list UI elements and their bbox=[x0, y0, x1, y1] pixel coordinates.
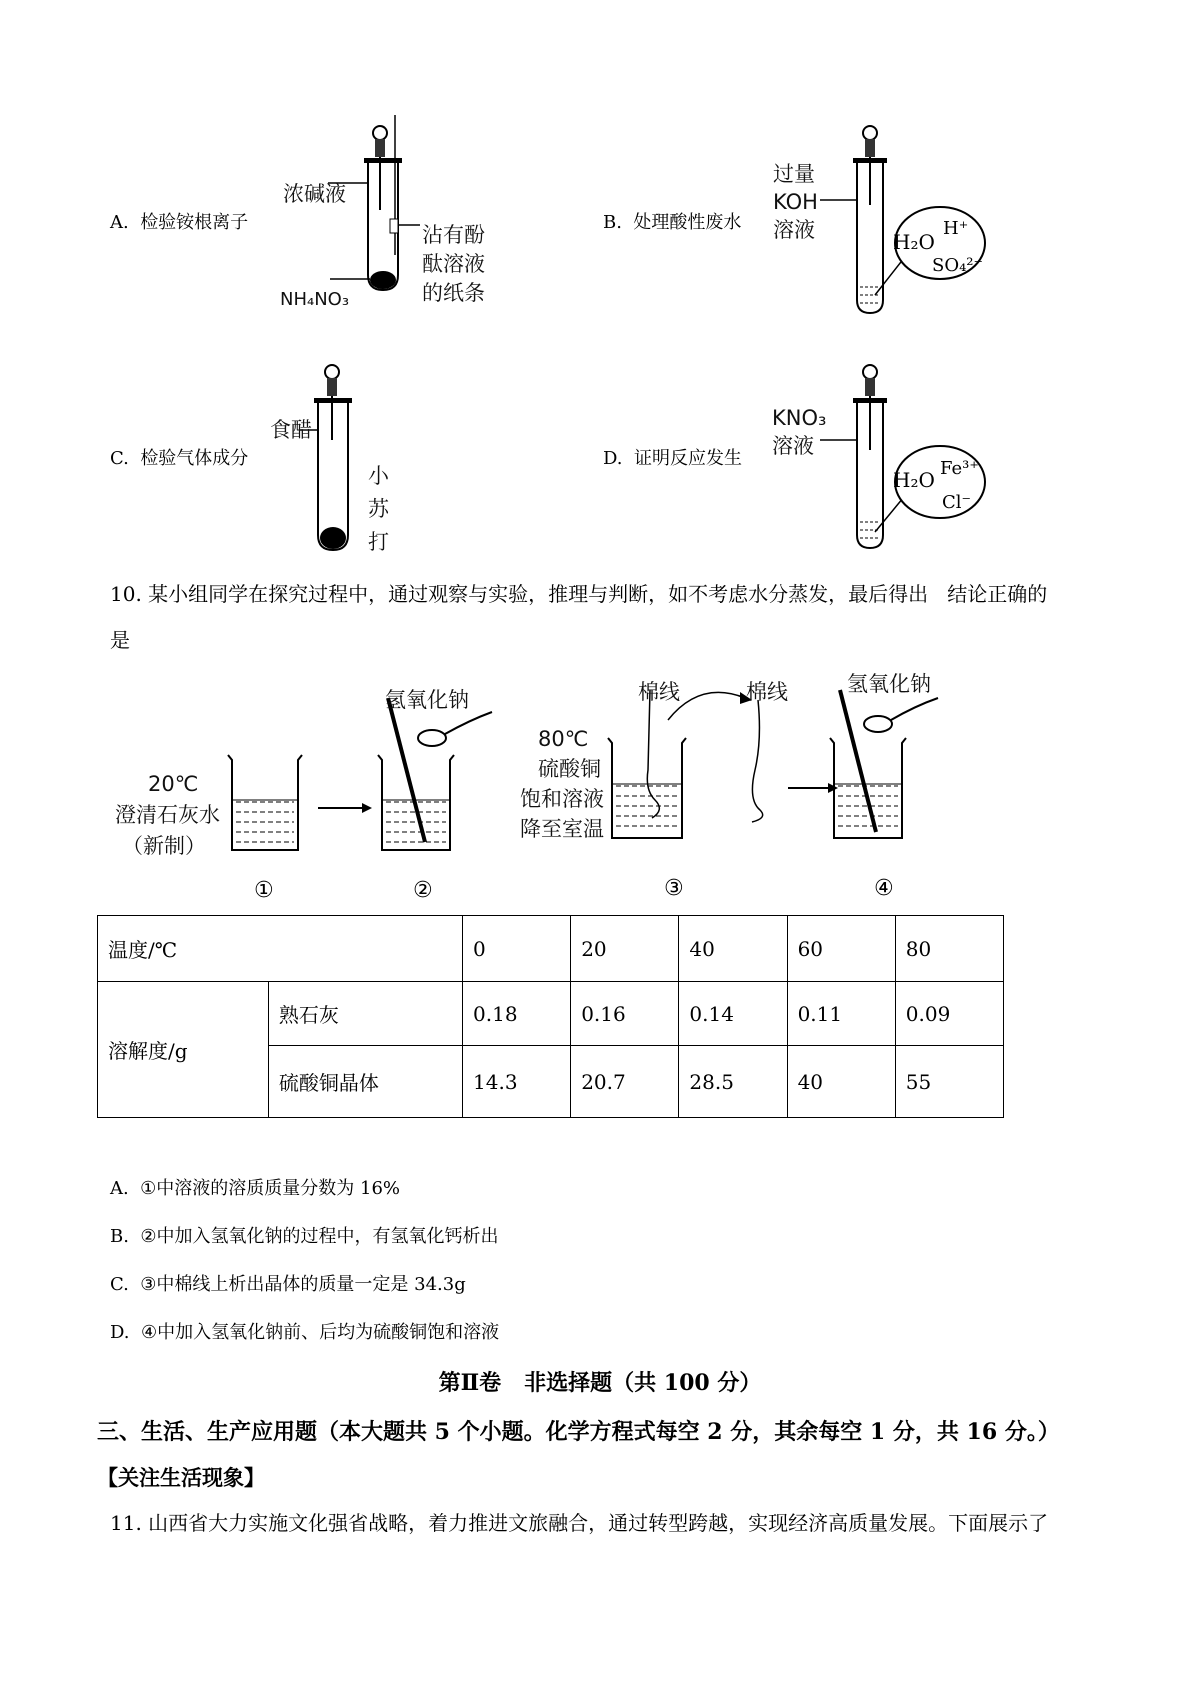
solubility-cell: 0.14 bbox=[679, 982, 787, 1046]
label-d-reagent-1: KNO₃ bbox=[772, 406, 827, 430]
label-cotton-3: 棉线 bbox=[638, 680, 680, 704]
step-mark-1: ① bbox=[254, 878, 274, 903]
label-d-ion2: Cl⁻ bbox=[942, 492, 972, 513]
label-b-ion2: SO₄²⁻ bbox=[932, 255, 984, 276]
option-d-label: D. 证明反应发生 bbox=[603, 448, 742, 469]
label-step3-temp: 80℃ bbox=[538, 727, 589, 751]
label-c-solid-2: 苏 bbox=[368, 497, 389, 521]
label-b-reagent-3: 溶液 bbox=[773, 218, 815, 242]
label-a-paper-2: 酞溶液 bbox=[422, 252, 485, 276]
temp-header: 温度/℃ bbox=[98, 916, 463, 982]
label-naoh-4: 氢氧化钠 bbox=[847, 672, 931, 696]
solubility-cell: 0.16 bbox=[571, 982, 679, 1046]
solubility-cell: 55 bbox=[895, 1046, 1003, 1118]
label-step1-temp: 20℃ bbox=[148, 772, 199, 796]
substance-name: 硫酸铜晶体 bbox=[268, 1046, 462, 1118]
label-b-ion1: H⁺ bbox=[943, 218, 969, 239]
option-a-label: A. 检验铵根离子 bbox=[110, 212, 249, 233]
solubility-table bbox=[97, 915, 1004, 1118]
q10-option-b: B. ②中加入氢氧化钠的过程中，有氢氧化钙析出 bbox=[110, 1226, 499, 1247]
solubility-cell: 14.3 bbox=[463, 1046, 571, 1118]
option-b-label: B. 处理酸性废水 bbox=[603, 212, 742, 233]
label-b-reagent-1: 过量 bbox=[773, 162, 815, 186]
q11-stem: 11. 山西省大力实施文化强省战略，着力推进文旅融合，通过转型跨越，实现经济高质量发展。下面展示了 bbox=[110, 1511, 1049, 1535]
test-tube-c-diagram bbox=[290, 360, 430, 560]
temp-cell: 20 bbox=[571, 916, 679, 982]
solubility-header: 溶解度/g bbox=[98, 982, 269, 1118]
label-a-solid: NH₄NO₃ bbox=[280, 289, 350, 310]
label-step3-saturated: 饱和溶液 bbox=[520, 787, 604, 811]
label-c-solid-1: 小 bbox=[368, 464, 389, 488]
temp-cell: 0 bbox=[463, 916, 571, 982]
label-b-water: H₂O bbox=[893, 230, 935, 254]
label-a-paper-3: 的纸条 bbox=[422, 281, 485, 305]
table-row bbox=[98, 916, 1004, 982]
part2-title: 第Ⅱ卷 非选择题（共 100 分） bbox=[438, 1370, 762, 1396]
q10-stem-line1: 10. 某小组同学在探究过程中，通过观察与实验，推理与判断，如不考虑水分蒸发，最后得出 结论正确的 bbox=[110, 582, 1048, 606]
step-mark-2: ② bbox=[413, 878, 433, 903]
solubility-cell: 28.5 bbox=[679, 1046, 787, 1118]
substance-name: 熟石灰 bbox=[268, 982, 462, 1046]
label-cotton-free: 棉线 bbox=[746, 680, 788, 704]
q10-option-d: D. ④中加入氢氧化钠前、后均为硫酸铜饱和溶液 bbox=[110, 1322, 500, 1343]
step-mark-3: ③ bbox=[664, 876, 684, 901]
label-d-water: H₂O bbox=[893, 468, 935, 492]
temp-cell: 60 bbox=[787, 916, 895, 982]
label-d-reagent-2: 溶液 bbox=[772, 434, 814, 458]
q10-stem-line2: 是 bbox=[110, 628, 130, 652]
label-step1-solution: 澄清石灰水 bbox=[115, 803, 220, 827]
solubility-cell: 0.18 bbox=[463, 982, 571, 1046]
section3-title: 三、生活、生产应用题（本大题共 5 个小题。化学方程式每空 2 分，其余每空 1 分，共 16 分。） bbox=[97, 1419, 1060, 1445]
q10-option-a: A. ①中溶液的溶质质量分数为 16% bbox=[110, 1178, 401, 1199]
label-step3-cool: 降至室温 bbox=[520, 817, 604, 841]
label-b-reagent-2: KOH bbox=[773, 190, 818, 214]
solubility-cell: 0.09 bbox=[895, 982, 1003, 1046]
q10-option-c: C. ③中棉线上析出晶体的质量一定是 34.3g bbox=[110, 1274, 466, 1295]
label-naoh-2: 氢氧化钠 bbox=[385, 688, 469, 712]
label-step3-cuso4: 硫酸铜 bbox=[538, 757, 601, 781]
temp-cell: 80 bbox=[895, 916, 1003, 982]
label-c-reagent: 食醋 bbox=[270, 418, 312, 442]
subsection-title: 【关注生活现象】 bbox=[97, 1465, 265, 1490]
label-d-ion1: Fe³⁺ bbox=[940, 458, 979, 479]
table-row bbox=[98, 982, 1004, 1046]
solubility-cell: 40 bbox=[787, 1046, 895, 1118]
label-a-paper-1: 沾有酚 bbox=[422, 223, 485, 247]
label-c-solid-3: 打 bbox=[368, 530, 389, 554]
step-mark-4: ④ bbox=[874, 876, 894, 901]
label-a-reagent: 浓碱液 bbox=[283, 182, 346, 206]
option-c-label: C. 检验气体成分 bbox=[110, 448, 249, 469]
solubility-cell: 20.7 bbox=[571, 1046, 679, 1118]
solubility-cell: 0.11 bbox=[787, 982, 895, 1046]
label-step1-fresh: （新制） bbox=[122, 834, 206, 858]
temp-cell: 40 bbox=[679, 916, 787, 982]
